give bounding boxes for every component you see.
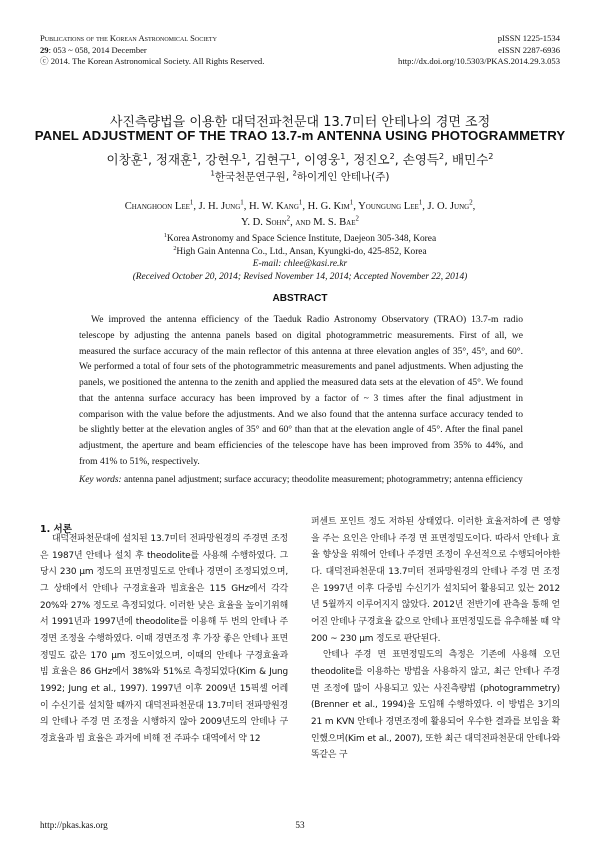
author-name: M. S. Bae <box>313 216 356 228</box>
aff-mark: 1 <box>163 232 167 239</box>
title-english: PANEL ADJUSTMENT OF THE TRAO 13.7-m ANTENNA USING PHOTOGRAMMETRY <box>34 128 566 143</box>
title-korean: 사진측량법을 이용한 대덕전파천문대 13.7미터 안테나의 경면 조정 <box>109 115 491 130</box>
authors-english-line-2: Y. D. Sohn$^2$, and M. S. Bae$^2$ <box>241 214 359 228</box>
aff-mark: 1 <box>298 199 303 207</box>
affiliation-1-text: Korea Astronomy and Space Science Institute, Daejeon 305-348, Korea <box>166 234 437 244</box>
author-name-korean: 정진오 <box>353 152 390 167</box>
volume-number: 29 <box>40 44 49 55</box>
authors-korean: 이창훈$^1$, 정재훈$^1$, 강현우$^1$, 김현구$^1$, 이영웅$^1$, 정진오$^2$, 손영득$^2$, 배민수$^2$ <box>106 150 494 167</box>
author-name: H. G. Kim <box>307 201 350 212</box>
abstract-text: We improved the antenna efficiency of the Taeduk Radio Astronomy Observatory (TRAO) 13.7-m radio telescope by adjusting the antenna panels based on digital photogrammetric measurements. First of all, we measured the surface accuracy of the main reflector of this antenna at three elevation angles of 35°, 45°, and 60°. We performed a total of four sets of the photogrammetric measurements and panel adjustments. When adjusting the panels, we positioned the antenna to the zenith and applied the measured data sets at the elevation of 45°. We found that the antenna surface accuracy has been improved by a factor of ~ 3 times after the final adjustment in comparison with the value before the adjustments. And we also found that the antenna surface accuracy tended to be slightly better at the elevation angles of 35° and 60° than that at the elevation angle of 45°. After the final panel adjustment, the aperture and beam efficiencies of the telescope have has been improved from 35% to 44%, and from 41% to 51%, respectively. <box>79 314 523 467</box>
journal-header-right <box>330 33 560 68</box>
author-name: J. H. Jung <box>198 201 241 212</box>
affiliation-2 <box>0 246 600 259</box>
email[interactable]: E-mail: chlee@kasi.re.kr <box>252 259 348 270</box>
eissn: eISSN 2287-6936 <box>498 44 560 55</box>
author-name-korean: 이영웅 <box>303 152 341 167</box>
aff-mark: 1 <box>340 150 346 161</box>
journal-header-left <box>40 33 370 68</box>
keywords <box>79 474 523 488</box>
aff-mark: 1 <box>290 150 297 161</box>
section-heading: 1. 서론 <box>40 524 72 535</box>
author-name-korean: 이창훈 <box>106 152 143 167</box>
abstract-heading: ABSTRACT <box>272 293 328 304</box>
author-name: J. O. Jung <box>427 201 470 212</box>
volume-line <box>40 45 370 57</box>
received-dates: (Received October 20, 2014; Revised November 14, 2014; Accepted November 22, 2014) <box>132 271 468 282</box>
author-name: Youngung Lee <box>358 201 419 212</box>
aff-mark: 2 <box>286 214 291 222</box>
aff-mark: 2 <box>438 150 445 161</box>
aff-mark: 1 <box>210 169 215 178</box>
aff-mark: 1 <box>189 199 194 207</box>
pissn: pISSN 1225-1534 <box>497 33 560 43</box>
affiliations-english <box>0 233 600 283</box>
affiliation-2-text: High Gain Antenna Co., Ltd., Ansan, Kyungki-do, 425-852, Korea <box>176 246 427 257</box>
left-column <box>40 531 288 748</box>
author-name: Changhoon Lee <box>124 201 190 212</box>
aff-mark: 1 <box>192 150 198 161</box>
paragraph: 안테나 주경 면 표면정밀도의 측정은 기존에 사용해 오던 theodolite를 이용하는 방법을 사용하지 않고, 최근 안테나 주경 면 조정에 많이 사용되고 있는 사진측량법 (photogrammetry) (Brenner et al., 1994)을 도입해 수행하였다. 이 방법은 3기의 21 m KVN 안테나 경면조정에 활용되어 우수한 결과를 보임을 확인했으며(Kim et al., 2007), 또한 최근 대덕전파천문대 안테나와 똑같은 구 <box>311 650 560 761</box>
aff-mark: 2 <box>173 245 177 252</box>
affiliation-1-korean: 한국천문연구원, <box>214 171 293 183</box>
aff-mark: 1 <box>418 199 423 207</box>
author-name-korean: 강현우 <box>205 152 242 167</box>
aff-mark: 2 <box>292 169 297 178</box>
doi-link[interactable]: http://dx.doi.org/10.5303/PKAS.2014.29.3.053 <box>398 56 560 67</box>
footer-url[interactable]: http://pkas.kas.org <box>40 820 108 830</box>
aff-mark: 1 <box>240 199 244 207</box>
paragraph: 대덕전파천문대에 설치된 13.7미터 전파망원경의 주경면 조정은 1987년 안테나 설치 후 theodolite를 사용해 수행하였다. 그 당시 230 μm 정도의 표면정밀도로 안테나 경면이 조정되었으며, 그 상태에서 안테나 구경효율과 빔효율은 115 GHz에서 각각 20%와 27% 정도로 측정되었다. 이러한 낮은 효율을 높이기위해서 1991년과 1997년에 theodolite를 이용해 두 번의 안테나 주경면 조정을 수행하였다. 이때 경면조정 후 가장 좋은 안테나 표면정밀도 값은 170 μm 정도이었으며, 이때의 안테나 구경효율과 빔 효율은 86 GHz에서 38%와 51%로 측정되었다(Kim & Jung 1992; Jung et al., 1997). 1997년 이후 2009년 15픽셀 어레이 수신기를 설치할 때까지 대덕전파천문대 13.7미터 전파망원경의 안테나 주경 면 조정을 시행하지 않아 2009년도의 안테나 구경효율과 빔 효율은 과거에 비해 전 주파수 대역에서 약 12 <box>40 534 288 744</box>
author-name-korean: 정재훈 <box>155 152 193 167</box>
author-name-korean: 김현구 <box>254 152 291 167</box>
aff-mark: 2 <box>469 199 473 207</box>
aff-mark: 2 <box>389 150 395 161</box>
aff-mark: 2 <box>355 214 359 222</box>
authors-english-line-1: Changhoon Lee$^1$, J. H. Jung$^1$, H. W. Kang$^1$, H. G. Kim$^1$, Youngung Lee$^1$, J. O. Jung$^2$, <box>124 199 476 212</box>
affiliations-korean <box>0 169 600 184</box>
author-name: H. W. Kang <box>249 201 299 212</box>
journal-name: Publications of the Korean Astronomical Society <box>40 33 217 43</box>
aff-mark: 1 <box>241 150 247 161</box>
aff-mark: 1 <box>142 150 148 161</box>
keywords-text: antenna panel adjustment; surface accuracy; theodolite measurement; photogrammetry; antenna efficiency <box>121 475 523 485</box>
authors-english <box>0 199 600 230</box>
aff-mark: 2 <box>488 150 494 161</box>
keywords-label: Key words: <box>79 475 122 485</box>
right-column <box>311 514 560 764</box>
paragraph: 퍼센트 포인트 정도 저하된 상태였다. 이러한 효율저하에 큰 영향을 주는 요인은 안테나 주경 면 표면정밀도이다. 따라서 안테나 효율 향상을 위해어 안테나 주경면 조정이 우선적으로 수행되어야한다. 대덕전파천문대 13.7미터 전파망원경의 안테나 주경 면 조정은 1997년 이후 다중빔 수신기가 설치되어 활용되고 있는 2012년 5월까지 이루어지지 않았다. 2012년 전반기에 관측을 통해 얻어진 안테나 구경효율 값으로 안테나 표면정밀도를 유추해볼 때 약 200 ~ 230 μm 정도로 판단된다. <box>311 517 560 644</box>
author-name-korean: 손영득 <box>402 152 439 167</box>
pages-date: : 053 ~ 058, 2014 December <box>48 44 147 55</box>
author-name: Y. D. Sohn <box>241 216 287 228</box>
affiliation-2-korean: 하이게인 안테나(주) <box>296 171 390 183</box>
copyright: ⓒ 2014. The Korean Astronomical Society. All Rights Reserved. <box>40 56 265 67</box>
page-number: 53 <box>295 820 305 830</box>
affiliation-1 <box>0 233 600 246</box>
author-name-korean: 배민수 <box>452 152 489 167</box>
aff-mark: 1 <box>349 199 354 207</box>
